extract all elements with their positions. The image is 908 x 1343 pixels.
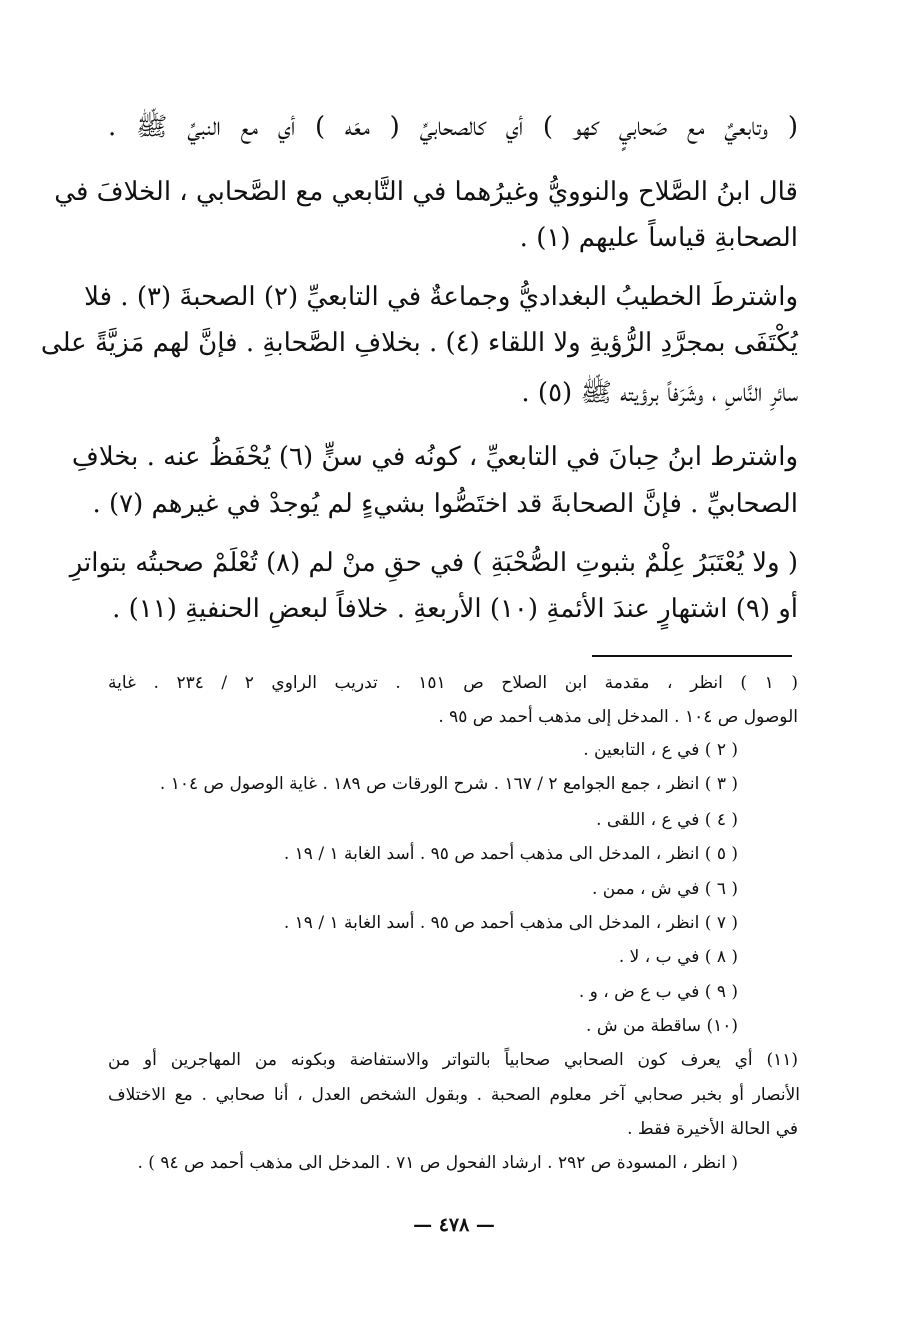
body-line: سائرِ النَّاسِ ، وشَرَفاً برؤيته ﷺ (٥) . — [521, 378, 798, 408]
footnote-line: ( ٥ ) انظر ، المدخل الى مذهب أحمد ص ٩٥ . أسد الغابة ١ / ١٩ . — [283, 844, 738, 864]
footnote-line: (١٠) ساقطة من ش . — [586, 1016, 738, 1036]
footnote-line: الأنصار أو بخبر صحابي آخر معلوم الصحبة . وبقول الشخص العدل ، أنا صحابي . مع الاختلاف — [108, 1085, 800, 1105]
footnote-line: ( ٤ ) في ع ، اللقى . — [596, 810, 738, 830]
body-line: يُكْتَفَى بمجرَّدِ الرُّؤيةِ ولا اللقاء (٤) . بخلافِ الصَّحابةِ . فإنَّ لهم مَزيَّةً على — [40, 328, 798, 358]
body-line: واشترط ابنُ حِبانَ في التابعيِّ ، كونُه في سنٍّ (٦) يُحْفَظُ عنه . بخلافِ — [71, 442, 798, 472]
footnote-separator — [592, 655, 792, 657]
body-line: واشترطَ الخطيبُ البغداديُّ وجماعةٌ في التابعيِّ (٢) الصحبةَ (٣) . فلا — [84, 282, 798, 312]
footnote-line: (١١) أي يعرف كون الصحابي صحابياً بالتواتر والاستفاضة وبكونه من المهاجرين أو من — [108, 1050, 798, 1070]
footnote-line: الوصول ص ١٠٤ . المدخل إلى مذهب أحمد ص ٩٥ . — [438, 707, 798, 727]
footnote-line: ( ٩ ) في ب ع ض ، و . — [578, 982, 738, 1002]
body-line: الصحابةِ قياساً عليهم (١) . — [519, 223, 798, 253]
body-line: ( ولا يُعْتَبَرُ عِلْمٌ بثبوتِ الصُّحْبَةِ ) في حقِ منْ لم (٨) تُعْلَمْ صحبتُه بتواترِ — [69, 548, 798, 578]
footnote-line: ( ٧ ) انظر ، المدخل الى مذهب أحمد ص ٩٥ . أسد الغابة ١ / ١٩ . — [283, 913, 738, 933]
page-number: — ٤٧٨ — — [413, 1214, 495, 1236]
footnote-line: ( ٣ ) انظر ، جمع الجوامع ٢ / ١٦٧ . شرح الورقات ص ١٨٩ . غاية الوصول ص ١٠٤ . — [159, 774, 738, 794]
footnote-line: ( ١ ) انظر ، مقدمة ابن الصلاح ص ١٥١ . تدريب الراوي ٢ / ٢٣٤ . غاية — [108, 673, 798, 693]
footnote-line: ( ٨ ) في ب ، لا . — [618, 947, 738, 967]
footnote-line: ( ٦ ) في ش ، ممن . — [591, 879, 738, 899]
body-line: أو (٩) اشتهارٍ عندَ الأئمةِ (١٠) الأربعةِ . خلافاً لبعضِ الحنفيةِ (١١) . — [112, 594, 798, 624]
footnote-line: في الحالة الأخيرة فقط . — [627, 1119, 798, 1139]
body-line: قال ابنُ الصَّلاح والنوويُّ وغيرُهما في التَّابعي مع الصَّحابي ، الخلافَ في — [54, 177, 798, 207]
footnote-line: ( ٢ ) في ع ، التابعين . — [583, 740, 738, 760]
body-line: ( وتابعيٌ مع صَحابيٍ كهو ) أي كالصحابيِّ ( معَه ) أي مع النبيِّ ﷺ . — [108, 112, 798, 142]
footnote-line: ( انظر ، المسودة ص ٢٩٢ . ارشاد الفحول ص ٧١ . المدخل الى مذهب أحمد ص ٩٤ ) . — [137, 1153, 738, 1173]
body-line: الصحابيِّ . فإنَّ الصحابةَ قد اختَصُّوا بشيءٍ لم يُوجدْ في غيرهم (٧) . — [92, 489, 798, 519]
